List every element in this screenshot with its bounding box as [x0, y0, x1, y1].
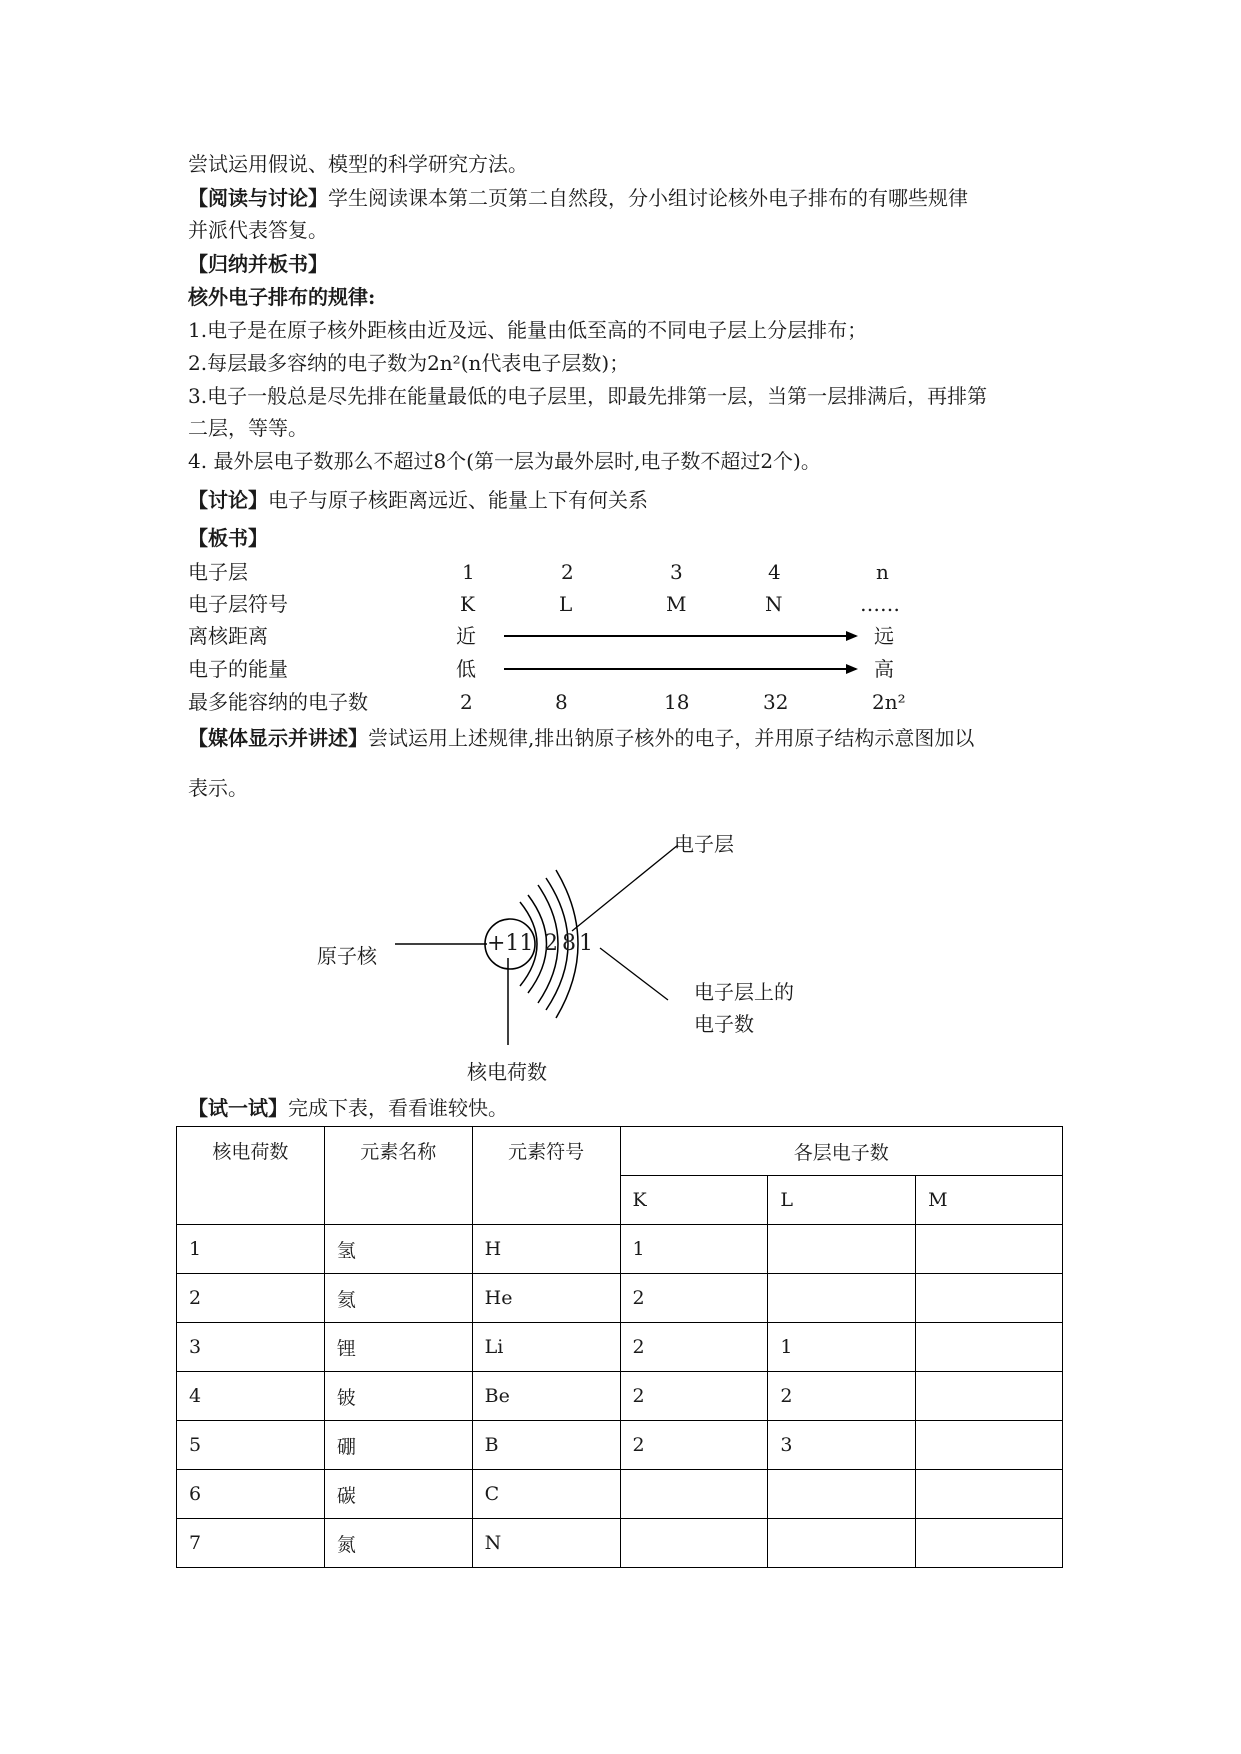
- rule-item-3a: 3.电子一般总是尽先排在能量最低的电子层里，即最先排第一层，当第一层排满后，再排第: [188, 384, 988, 408]
- cell-charge: 2: [177, 1274, 325, 1323]
- label-nucleus: 原子核: [317, 944, 377, 968]
- exercise-heading: 【试一试】: [188, 1096, 288, 1120]
- label-shell-electrons-2: 电子数: [694, 1012, 754, 1036]
- nucleus-charge-text: +11: [487, 931, 534, 956]
- media-heading: 【媒体显示并讲述】: [188, 726, 368, 750]
- rules-title: 核外电子排布的规律:: [188, 285, 376, 309]
- shell-electron-count: 8: [562, 931, 576, 956]
- board-symbol-value: M: [666, 592, 687, 616]
- cell-l: [768, 1519, 916, 1568]
- cell-l: 3: [768, 1421, 916, 1470]
- cell-symbol: He: [472, 1274, 620, 1323]
- board-symbol-value: N: [765, 592, 783, 616]
- exercise-paragraph: [188, 1094, 508, 1122]
- distance-arrow: [504, 631, 858, 641]
- cell-name: 氦: [324, 1274, 472, 1323]
- board-heading: 【板书】: [188, 526, 268, 550]
- rule-item-1: 1.电子是在原子核外距核由近及远、能量由低至高的不同电子层上分层排布；: [188, 318, 868, 342]
- board-symbol-value: K: [460, 592, 475, 616]
- board-distance-end: 远: [874, 624, 894, 648]
- cell-k: [620, 1470, 768, 1519]
- cell-m: [916, 1470, 1063, 1519]
- reading-text-2: 并派代表答复。: [188, 218, 328, 242]
- board-row-symbol-label: 电子层符号: [188, 592, 288, 616]
- cell-k: 1: [620, 1225, 768, 1274]
- table-row: [177, 1470, 1063, 1519]
- board-row-capacity-label: 最多能容纳的电子数: [188, 690, 368, 714]
- board-symbol-value: L: [559, 592, 573, 616]
- cell-name: 碳: [324, 1470, 472, 1519]
- board-capacity-value: 2: [460, 690, 473, 714]
- header-element-symbol: 元素符号: [472, 1127, 620, 1225]
- cell-k: 2: [620, 1323, 768, 1372]
- cell-m: [916, 1274, 1063, 1323]
- board-distance-start: 近: [456, 624, 476, 648]
- cell-name: 锂: [324, 1323, 472, 1372]
- table-row: [177, 1519, 1063, 1568]
- table-row: [177, 1421, 1063, 1470]
- cell-l: [768, 1470, 916, 1519]
- table-row: [177, 1274, 1063, 1323]
- label-nuclear-charge: 核电荷数: [467, 1060, 547, 1084]
- cell-charge: 1: [177, 1225, 325, 1274]
- board-layer-value: n: [876, 560, 889, 584]
- board-row-energy-label: 电子的能量: [188, 657, 288, 681]
- table-header-row: [177, 1127, 1063, 1176]
- header-shell-m: M: [916, 1176, 1063, 1225]
- electron-configuration-table: [176, 1126, 1063, 1568]
- media-text-1: 尝试运用上述规律,排出钠原子核外的电子，并用原子结构示意图加以: [368, 726, 975, 750]
- board-capacity-value: 2n²: [872, 690, 906, 714]
- board-capacity-value: 18: [664, 690, 690, 714]
- board-capacity-value: 8: [555, 690, 568, 714]
- cell-symbol: C: [472, 1470, 620, 1519]
- header-element-name: 元素名称: [324, 1127, 472, 1225]
- cell-name: 硼: [324, 1421, 472, 1470]
- cell-m: [916, 1225, 1063, 1274]
- shell-electron-count: 2: [544, 931, 558, 956]
- cell-charge: 5: [177, 1421, 325, 1470]
- cell-charge: 4: [177, 1372, 325, 1421]
- cell-name: 氮: [324, 1519, 472, 1568]
- sodium-atom-structure: [395, 845, 678, 1045]
- label-electron-shell: 电子层: [674, 832, 734, 856]
- energy-arrow: [504, 664, 858, 674]
- rule-item-4: 4. 最外层电子数那么不超过8个(第一层为最外层时,电子数不超过2个)。: [188, 449, 821, 473]
- board-layer-value: 1: [462, 560, 475, 584]
- board-row-layer-label: 电子层: [188, 560, 248, 584]
- cell-charge: 6: [177, 1470, 325, 1519]
- cell-m: [916, 1323, 1063, 1372]
- cell-k: 2: [620, 1421, 768, 1470]
- table-row: [177, 1372, 1063, 1421]
- board-energy-end: 高: [874, 657, 894, 681]
- cell-k: 2: [620, 1372, 768, 1421]
- reading-heading: 【阅读与讨论】: [188, 186, 328, 210]
- header-shell-l: L: [768, 1176, 916, 1225]
- board-capacity-value: 32: [763, 690, 789, 714]
- board-symbol-value: ……: [860, 592, 900, 616]
- table-row: [177, 1225, 1063, 1274]
- cell-symbol: Be: [472, 1372, 620, 1421]
- summary-heading: 【归纳并板书】: [188, 252, 328, 276]
- board-layer-value: 2: [561, 560, 574, 584]
- cell-m: [916, 1421, 1063, 1470]
- cell-charge: 3: [177, 1323, 325, 1372]
- shell-pointer-line: [572, 845, 678, 931]
- cell-l: 2: [768, 1372, 916, 1421]
- cell-m: [916, 1372, 1063, 1421]
- table-row: [177, 1323, 1063, 1372]
- label-shell-electrons-1: 电子层上的: [694, 980, 794, 1004]
- shell-electrons-pointer-line: [600, 948, 668, 1000]
- header-nuclear-charge: 核电荷数: [177, 1127, 325, 1225]
- board-layer-value: 4: [768, 560, 781, 584]
- cell-symbol: Li: [472, 1323, 620, 1372]
- cell-name: 铍: [324, 1372, 472, 1421]
- cell-name: 氢: [324, 1225, 472, 1274]
- cell-l: [768, 1225, 916, 1274]
- cell-symbol: H: [472, 1225, 620, 1274]
- cell-symbol: N: [472, 1519, 620, 1568]
- cell-m: [916, 1519, 1063, 1568]
- cell-l: 1: [768, 1323, 916, 1372]
- reading-text-1: 学生阅读课本第二页第二自然段，分小组讨论核外电子排布的有哪些规律: [328, 186, 968, 210]
- board-row-distance-label: 离核距离: [188, 624, 268, 648]
- header-shell-electrons: 各层电子数: [620, 1127, 1063, 1176]
- cell-charge: 7: [177, 1519, 325, 1568]
- board-energy-start: 低: [456, 657, 476, 681]
- shell-electron-count: 1: [579, 931, 593, 956]
- cell-k: [620, 1519, 768, 1568]
- rule-item-2: 2.每层最多容纳的电子数为2n²(n代表电子层数)；: [188, 351, 630, 375]
- rule-item-3b: 二层，等等。: [188, 416, 308, 440]
- discussion-text: 电子与原子核距离远近、能量上下有何关系: [268, 488, 648, 512]
- intro-line: 尝试运用假说、模型的科学研究方法。: [188, 152, 528, 176]
- cell-l: [768, 1274, 916, 1323]
- cell-symbol: B: [472, 1421, 620, 1470]
- board-layer-value: 3: [670, 560, 683, 584]
- discussion-heading: 【讨论】: [188, 488, 268, 512]
- exercise-text: 完成下表，看看谁较快。: [288, 1096, 508, 1120]
- header-shell-k: K: [620, 1176, 768, 1225]
- media-text-2: 表示。: [188, 776, 248, 800]
- cell-k: 2: [620, 1274, 768, 1323]
